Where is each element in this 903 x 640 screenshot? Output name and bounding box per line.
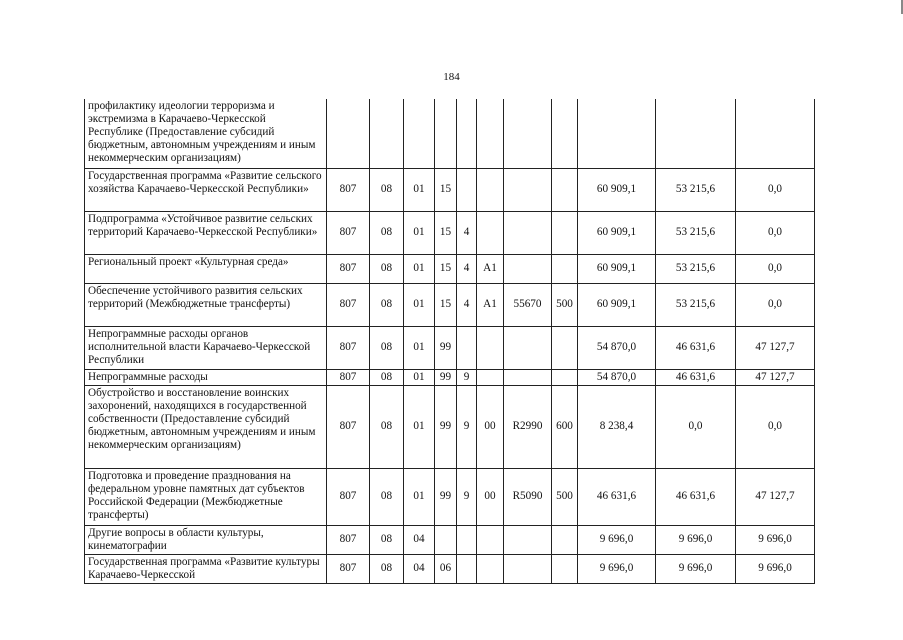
table-row <box>85 254 815 283</box>
cell-c6: А1 <box>477 254 504 283</box>
cell-v1: 60 909,1 <box>578 168 656 211</box>
cell-v3: 9 696,0 <box>736 525 815 554</box>
cell-c4 <box>435 525 457 554</box>
row-name: Непрограммные расходы <box>85 369 327 385</box>
cell-c4: 06 <box>435 554 457 583</box>
cell-c4: 99 <box>435 385 457 468</box>
cell-c4: 99 <box>435 326 457 369</box>
cell-v3: 0,0 <box>736 168 815 211</box>
cell-c4: 15 <box>435 283 457 326</box>
cell-c7 <box>504 254 552 283</box>
cell-c7: R5090 <box>504 468 552 525</box>
cell-c5: 9 <box>457 468 477 525</box>
cell-v3: 47 127,7 <box>736 326 815 369</box>
cell-v1: 9 696,0 <box>578 554 656 583</box>
cell-c3: 04 <box>404 525 435 554</box>
cell-c4: 15 <box>435 211 457 254</box>
cell-c1: 807 <box>327 385 370 468</box>
cell-v1: 60 909,1 <box>578 254 656 283</box>
cell-v1: 60 909,1 <box>578 283 656 326</box>
cell-c5 <box>457 554 477 583</box>
cell-c5 <box>457 326 477 369</box>
page-number: 184 <box>443 71 460 83</box>
cell-c1: 807 <box>327 283 370 326</box>
table-row <box>85 326 815 369</box>
cell-c7: R2990 <box>504 385 552 468</box>
row-name: Непрограммные расходы органов исполнительной власти Карачаево-Черкесской Республики <box>85 326 327 369</box>
cell-c4: 15 <box>435 168 457 211</box>
cell-v2 <box>656 99 736 168</box>
cell-c3: 01 <box>404 385 435 468</box>
row-name: Подпрограмма «Устойчивое развитие сельских территорий Карачаево-Черкесской Республики» <box>85 211 327 254</box>
cell-c5 <box>457 525 477 554</box>
cell-c1: 807 <box>327 254 370 283</box>
cell-c1: 807 <box>327 468 370 525</box>
cell-c2: 08 <box>370 211 404 254</box>
cell-c6 <box>477 369 504 385</box>
row-name: Региональный проект «Культурная среда» <box>85 254 327 283</box>
cell-c6 <box>477 525 504 554</box>
cell-c6 <box>477 99 504 168</box>
cell-c5: 4 <box>457 283 477 326</box>
cell-c1: 807 <box>327 168 370 211</box>
cell-c8 <box>552 254 578 283</box>
cell-v2: 46 631,6 <box>656 326 736 369</box>
cell-v1: 60 909,1 <box>578 211 656 254</box>
cell-c5 <box>457 99 477 168</box>
cell-v1: 8 238,4 <box>578 385 656 468</box>
cell-c4 <box>435 99 457 168</box>
cell-c7 <box>504 99 552 168</box>
cell-v2: 46 631,6 <box>656 369 736 385</box>
row-name: профилактику идеологии терроризма и экстремизма в Карачаево-Черкесской Республике (Предоставление субсидий бюджетным, автономным учреждениям и иным некоммерческим организациям) <box>85 99 327 168</box>
cell-v2: 0,0 <box>656 385 736 468</box>
cell-c3: 01 <box>404 211 435 254</box>
cell-v3: 9 696,0 <box>736 554 815 583</box>
cell-c2: 08 <box>370 283 404 326</box>
cell-v3: 0,0 <box>736 211 815 254</box>
cell-v2: 53 215,6 <box>656 211 736 254</box>
cell-c8: 500 <box>552 468 578 525</box>
cell-c8 <box>552 554 578 583</box>
cell-c3: 01 <box>404 283 435 326</box>
cell-c4: 99 <box>435 468 457 525</box>
cell-c2: 08 <box>370 468 404 525</box>
cell-v1 <box>578 99 656 168</box>
cell-c2: 08 <box>370 254 404 283</box>
cell-c2: 08 <box>370 385 404 468</box>
cell-c2: 08 <box>370 168 404 211</box>
cell-v3: 47 127,7 <box>736 468 815 525</box>
cell-c1: 807 <box>327 211 370 254</box>
cell-c2: 08 <box>370 369 404 385</box>
cell-c3: 01 <box>404 468 435 525</box>
budget-table <box>84 99 815 584</box>
cell-c7 <box>504 554 552 583</box>
cell-c4: 15 <box>435 254 457 283</box>
cell-c8 <box>552 211 578 254</box>
table-row <box>85 211 815 254</box>
cell-c5: 4 <box>457 211 477 254</box>
cell-v1: 46 631,6 <box>578 468 656 525</box>
cell-v2: 53 215,6 <box>656 254 736 283</box>
cell-c3: 01 <box>404 326 435 369</box>
table-row <box>85 385 815 468</box>
cell-c7 <box>504 326 552 369</box>
cell-c7 <box>504 369 552 385</box>
cell-c7: 55670 <box>504 283 552 326</box>
cell-c6: 00 <box>477 468 504 525</box>
row-name: Государственная программа «Развитие культуры Карачаево-Черкесской <box>85 554 327 583</box>
cell-c7 <box>504 525 552 554</box>
cell-v1: 9 696,0 <box>578 525 656 554</box>
cell-c5: 9 <box>457 385 477 468</box>
cell-c3: 01 <box>404 168 435 211</box>
cell-c1: 807 <box>327 326 370 369</box>
cell-c6 <box>477 554 504 583</box>
cell-c8 <box>552 168 578 211</box>
cell-c2: 08 <box>370 525 404 554</box>
cell-v2: 9 696,0 <box>656 525 736 554</box>
table-row <box>85 283 815 326</box>
row-name: Государственная программа «Развитие сельского хозяйства Карачаево-Черкесской Республики» <box>85 168 327 211</box>
cell-c2: 08 <box>370 554 404 583</box>
cell-c5: 9 <box>457 369 477 385</box>
cell-v3: 0,0 <box>736 385 815 468</box>
cell-c8 <box>552 326 578 369</box>
table-row <box>85 369 815 385</box>
cell-c3 <box>404 99 435 168</box>
cell-c3: 04 <box>404 554 435 583</box>
cell-c6 <box>477 168 504 211</box>
cell-c7 <box>504 211 552 254</box>
cell-v3: 0,0 <box>736 283 815 326</box>
cell-c1: 807 <box>327 369 370 385</box>
cell-c6: А1 <box>477 283 504 326</box>
table-row <box>85 468 815 525</box>
row-name: Обустройство и восстановление воинских захоронений, находящихся в государственной собственности (Предоставление субсидий бюджетным, автономным учреждениям и иным некоммерческим организациям) <box>85 385 327 468</box>
table-row <box>85 99 815 168</box>
cell-c1: 807 <box>327 525 370 554</box>
cell-v2: 53 215,6 <box>656 283 736 326</box>
cell-c5 <box>457 168 477 211</box>
cell-v3 <box>736 99 815 168</box>
cell-c8: 500 <box>552 283 578 326</box>
cell-c8 <box>552 525 578 554</box>
cell-c6 <box>477 211 504 254</box>
cell-c8 <box>552 99 578 168</box>
row-name: Другие вопросы в области культуры, кинематографии <box>85 525 327 554</box>
cell-c3: 01 <box>404 254 435 283</box>
cell-c6: 00 <box>477 385 504 468</box>
table-row <box>85 168 815 211</box>
cell-c1: 807 <box>327 554 370 583</box>
cell-c6 <box>477 326 504 369</box>
cell-v3: 47 127,7 <box>736 369 815 385</box>
cell-c2: 08 <box>370 326 404 369</box>
cell-c8 <box>552 369 578 385</box>
cell-v3: 0,0 <box>736 254 815 283</box>
cell-v2: 53 215,6 <box>656 168 736 211</box>
row-name: Подготовка и проведение празднования на федеральном уровне памятных дат субъектов Российской Федерации (Межбюджетные трансферты) <box>85 468 327 525</box>
cell-v2: 46 631,6 <box>656 468 736 525</box>
table-row <box>85 525 815 554</box>
cell-c1 <box>327 99 370 168</box>
cell-c7 <box>504 168 552 211</box>
cell-c5: 4 <box>457 254 477 283</box>
cell-v1: 54 870,0 <box>578 326 656 369</box>
cell-v1: 54 870,0 <box>578 369 656 385</box>
cell-c4: 99 <box>435 369 457 385</box>
row-name: Обеспечение устойчивого развития сельских территорий (Межбюджетные трансферты) <box>85 283 327 326</box>
cell-v2: 9 696,0 <box>656 554 736 583</box>
cell-c8: 600 <box>552 385 578 468</box>
table-row <box>85 554 815 583</box>
cell-c2 <box>370 99 404 168</box>
cell-c3: 01 <box>404 369 435 385</box>
